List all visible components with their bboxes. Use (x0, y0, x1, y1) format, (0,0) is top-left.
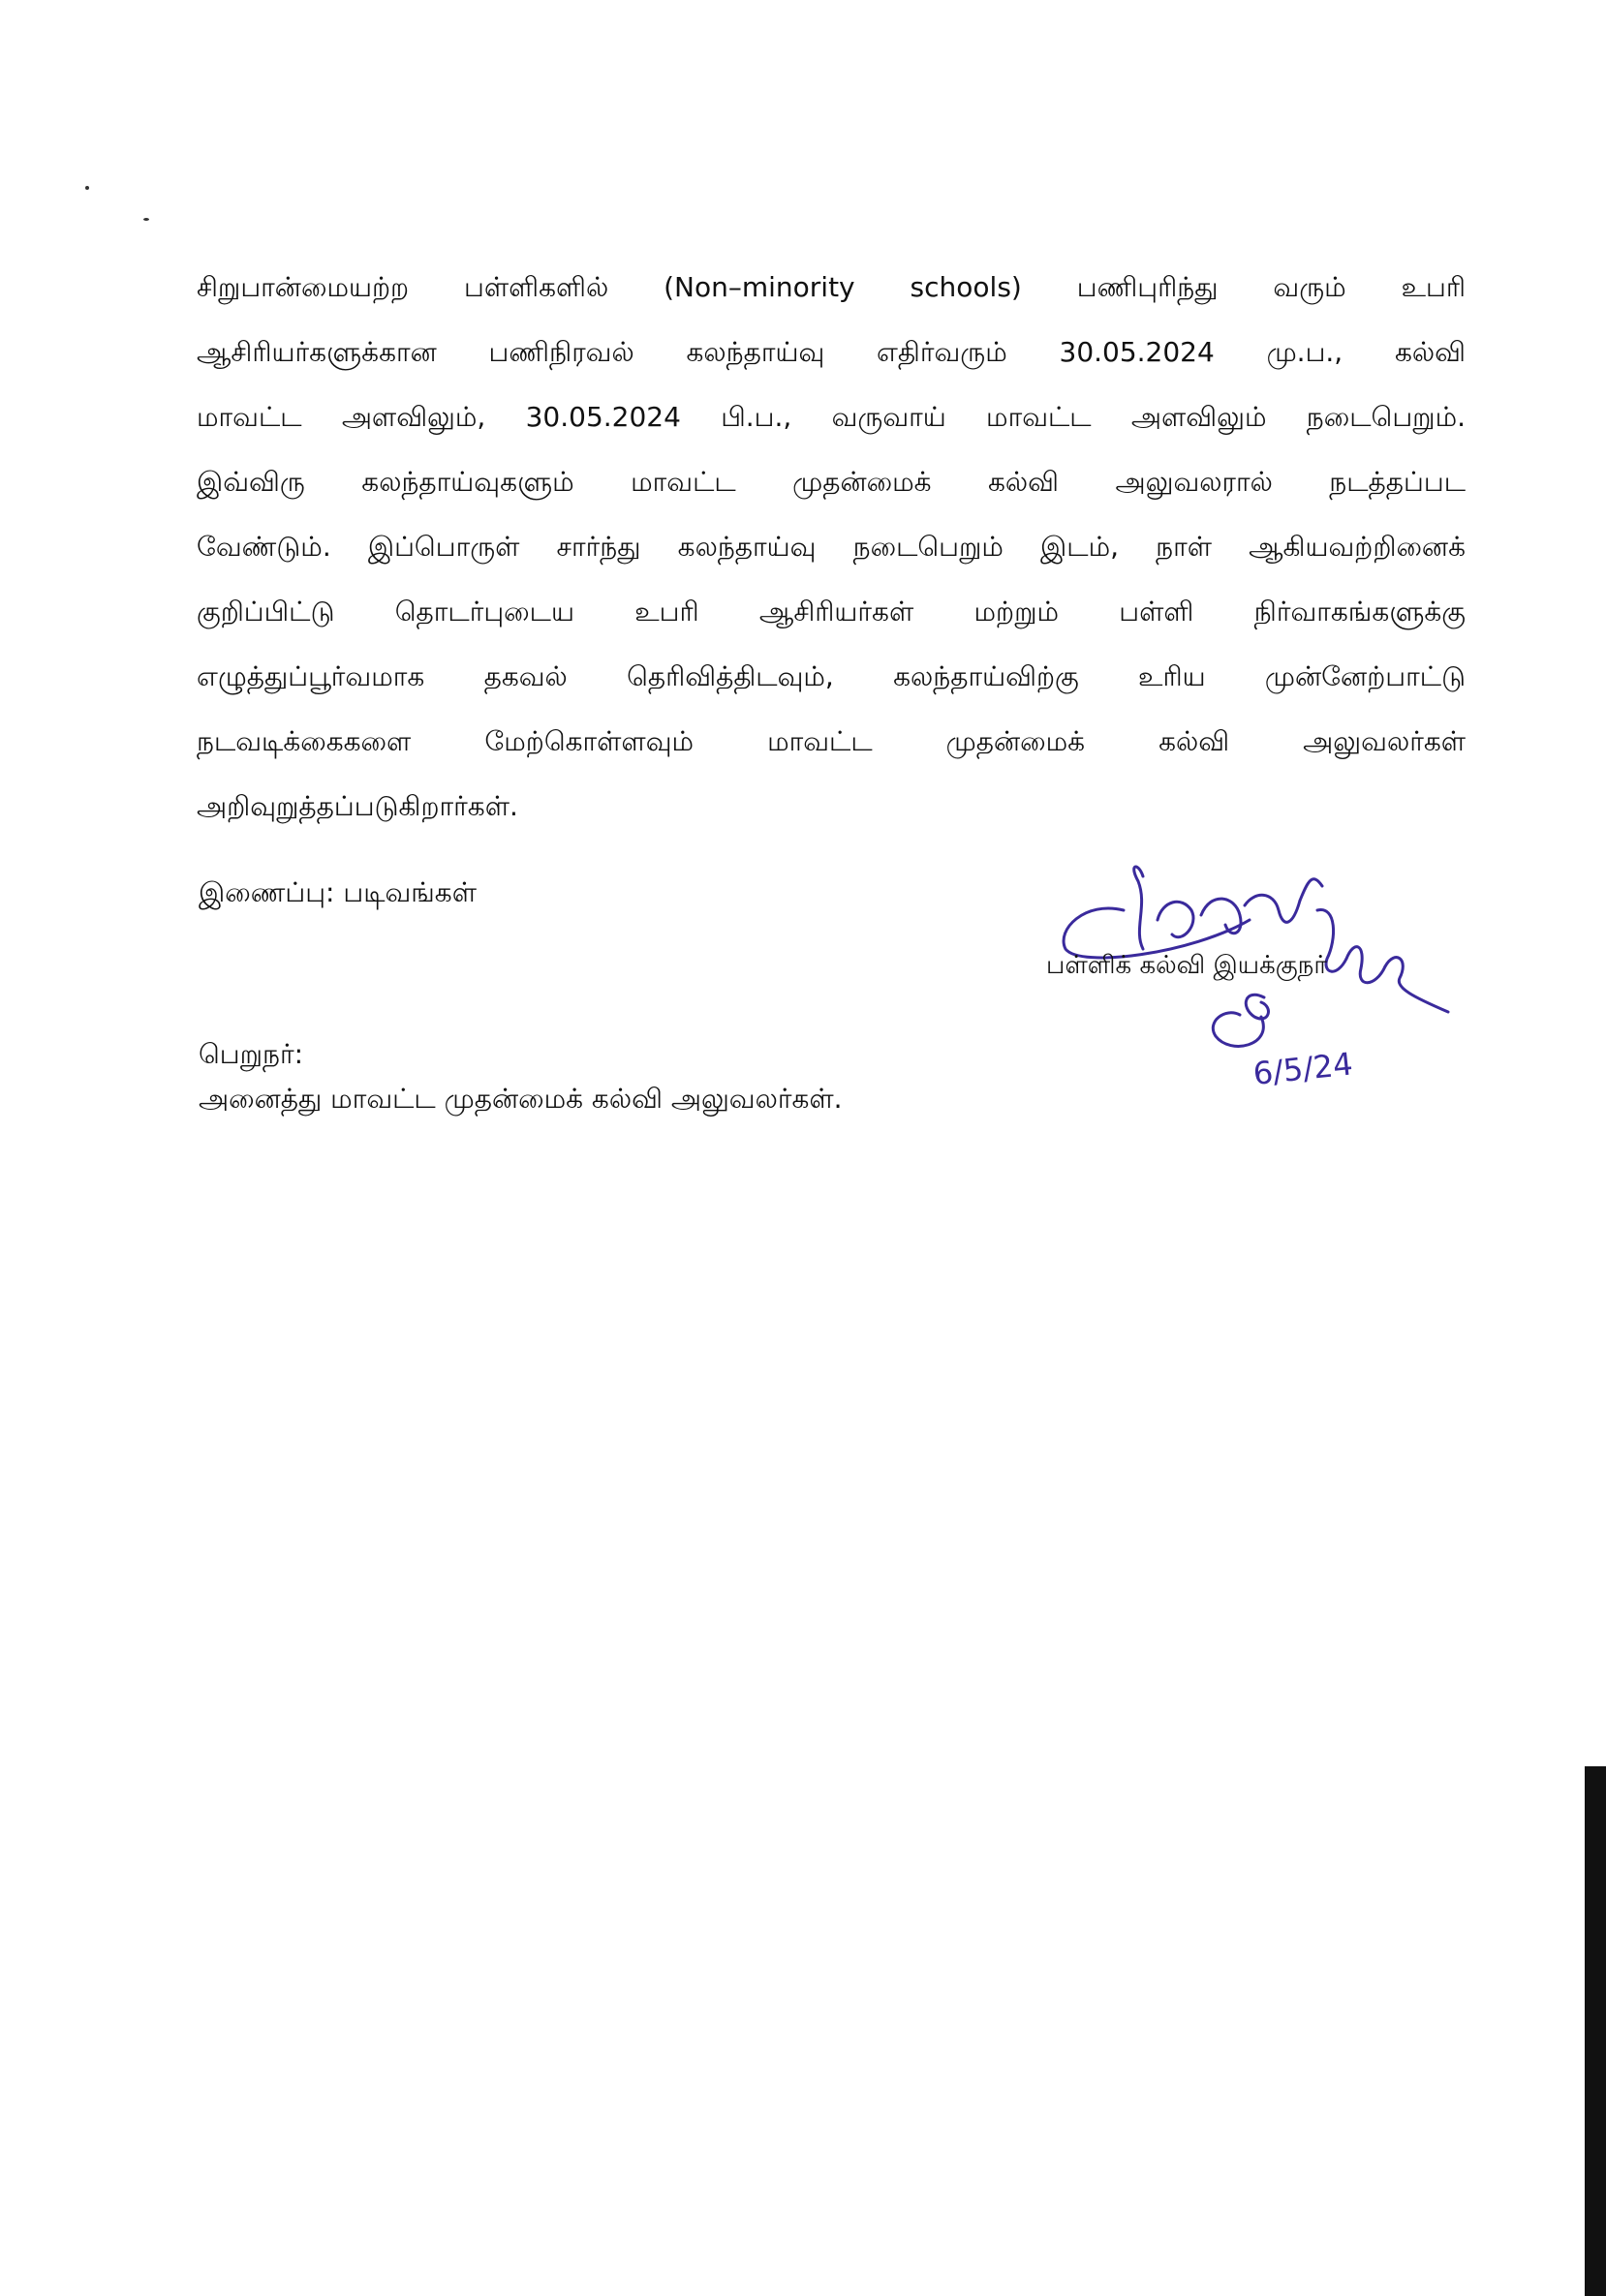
scan-edge-bar (1585, 1766, 1606, 2296)
body-line: சிறுபான்மையற்ற பள்ளிகளில் (Non–minority schools) பணிபுரிந்து வரும் உபரி (197, 271, 1466, 303)
enclosure-line: இணைப்பு: படிவங்கள் (199, 876, 477, 908)
body-line: இவ்விரு கலந்தாய்வுகளும் மாவட்ட முதன்மைக் கல்வி அலுவலரால் நடத்தப்பட (197, 466, 1466, 498)
body-line: குறிப்பிட்டு தொடர்புடைய உபரி ஆசிரியர்கள் மற்றும் பள்ளி நிர்வாகங்களுக்கு (197, 596, 1466, 628)
signature-block (1046, 852, 1472, 1104)
recipient-label: பெறுநர்: (199, 1038, 304, 1070)
signatory-title: பள்ளிக் கல்வி இயக்குநர் (1046, 951, 1327, 980)
scan-speck (143, 218, 149, 221)
body-line: மாவட்ட அளவிலும், 30.05.2024 பி.ப., வருவாய் மாவட்ட அளவிலும் நடைபெறும். (197, 401, 1466, 433)
body-paragraph (197, 255, 1466, 839)
body-line: எழுத்துப்பூர்வமாக தகவல் தெரிவித்திடவும், கலந்தாய்விற்கு உரிய முன்னேற்பாட்டு (197, 660, 1466, 692)
body-line: அறிவுறுத்தப்படுகிறார்கள். (197, 790, 518, 822)
recipient-list: அனைத்து மாவட்ட முதன்மைக் கல்வி அலுவலர்கள். (199, 1083, 843, 1115)
scan-speck (85, 186, 89, 190)
body-line: ஆசிரியர்களுக்கான பணிநிரவல் கலந்தாய்வு எதிர்வரும் 30.05.2024 மு.ப., கல்வி (197, 336, 1466, 368)
signature-date: 6/5/24 (1251, 1045, 1355, 1092)
body-line: வேண்டும். இப்பொருள் சார்ந்து கலந்தாய்வு நடைபெறும் இடம், நாள் ஆகியவற்றினைக் (197, 531, 1466, 563)
body-line: நடவடிக்கைகளை மேற்கொள்ளவும் மாவட்ட முதன்மைக் கல்வி அலுவலர்கள் (197, 725, 1466, 757)
